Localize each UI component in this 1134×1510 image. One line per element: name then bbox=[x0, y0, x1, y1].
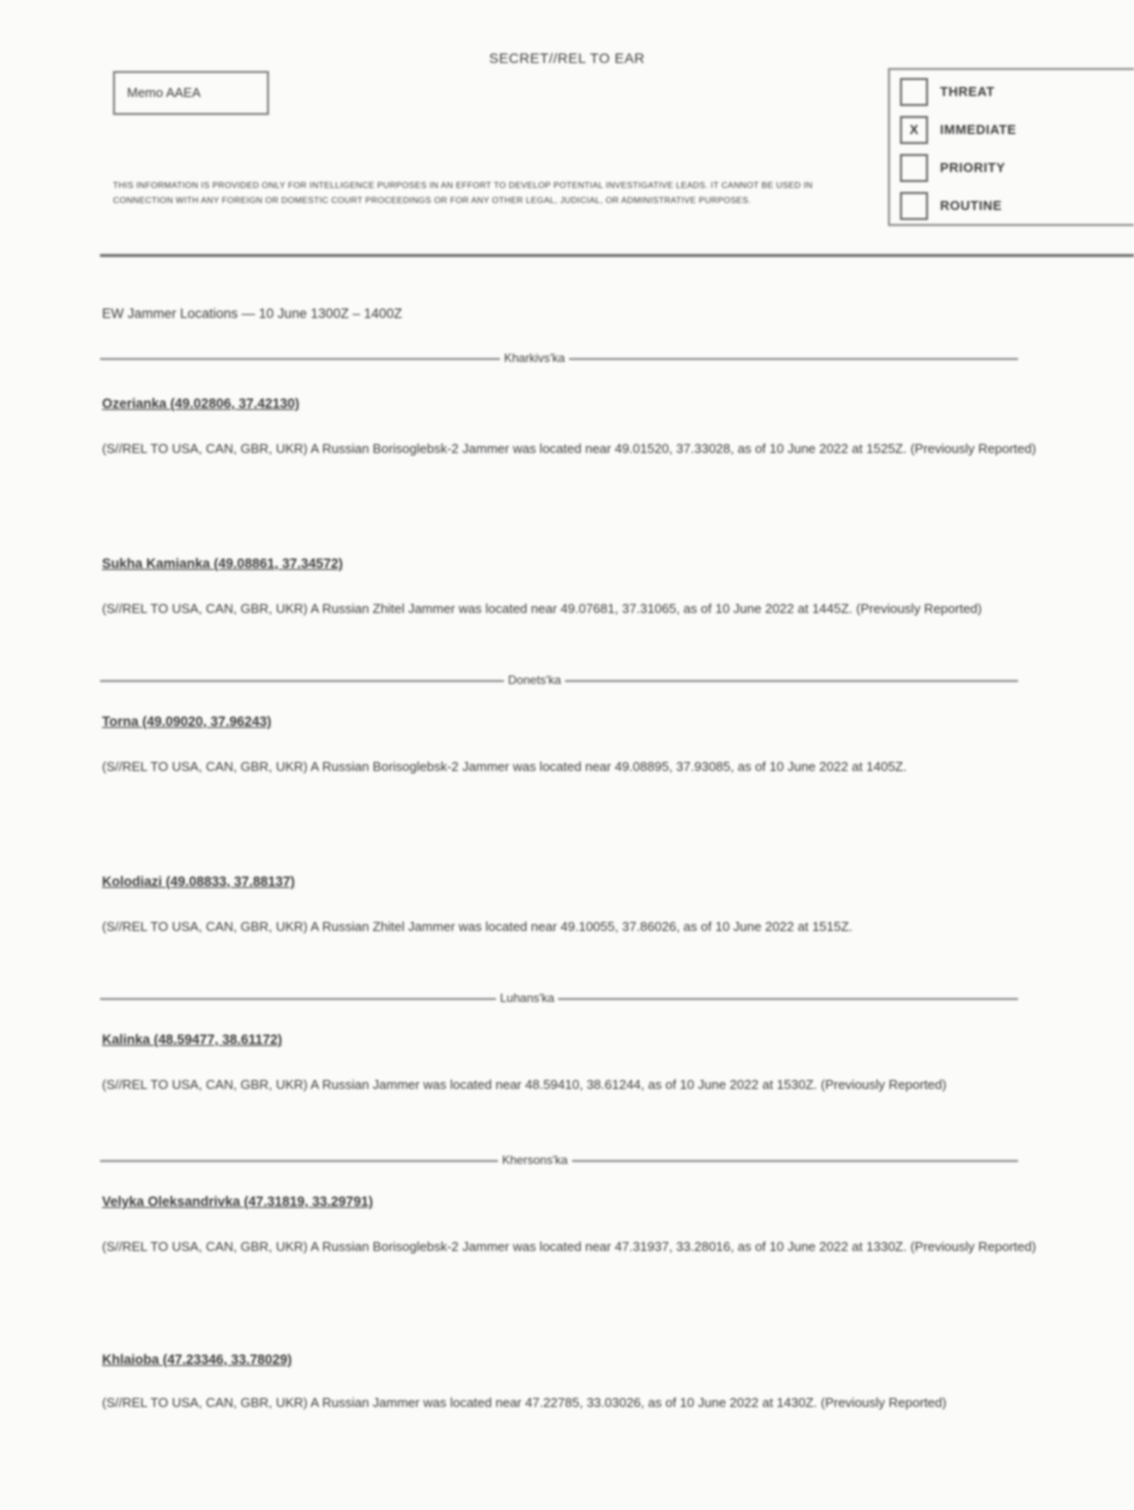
precedence-box bbox=[888, 68, 1134, 226]
precedence-label: PRIORITY bbox=[940, 160, 1006, 175]
location-body: (S//REL TO USA, CAN, GBR, UKR) A Russian Jammer was located near 48.59410, 38.61244, as of 10 June 2022 at 1530Z. (Previously Reported) bbox=[102, 1077, 947, 1092]
location-title: Sukha Kamianka (49.08861, 37.34572) bbox=[102, 556, 343, 571]
memo-id: Memo AAEA bbox=[127, 85, 201, 100]
precedence-checkbox: X bbox=[900, 116, 928, 144]
disclaimer-text: THIS INFORMATION IS PROVIDED ONLY FOR INTELLIGENCE PURPOSES IN AN EFFORT TO DEVELOP POTENTIAL INVESTIGATIVE LEADS. IT CANNOT BE USED IN CONNECTION WITH ANY FOREIGN OR DOMESTIC COURT PROCEEDINGS OR FOR ANY OTHER LEGAL, JUDICIAL, OR ADMINISTRATIVE PURPOSES. bbox=[113, 180, 813, 205]
memo-id-box bbox=[113, 71, 269, 115]
precedence-row-priority bbox=[900, 152, 1134, 186]
precedence-label: THREAT bbox=[940, 84, 995, 99]
location-title: Kolodiazi (49.08833, 37.88137) bbox=[102, 874, 295, 889]
location-title: Torna (49.09020, 37.96243) bbox=[102, 714, 272, 729]
precedence-label: IMMEDIATE bbox=[940, 122, 1017, 137]
precedence-row-threat bbox=[900, 76, 1134, 110]
section-label: Luhans'ka bbox=[496, 990, 558, 1006]
precedence-checkbox bbox=[900, 78, 928, 106]
location-title: Ozerianka (49.02806, 37.42130) bbox=[102, 396, 300, 411]
precedence-checkbox bbox=[900, 192, 928, 220]
location-body: (S//REL TO USA, CAN, GBR, UKR) A Russian Borisoglebsk-2 Jammer was located near 49.08895, 37.93085, as of 10 June 2022 at 1405Z. bbox=[102, 759, 907, 774]
location-title: Kalinka (48.59477, 38.61172) bbox=[102, 1032, 283, 1047]
location-title: Khlaioba (47.23346, 33.78029) bbox=[102, 1352, 292, 1367]
section-divider-donetsk bbox=[100, 672, 1018, 688]
section-label: Khersons'ka bbox=[498, 1152, 572, 1168]
section-divider-kharkiv bbox=[100, 350, 1018, 366]
divider-line bbox=[100, 998, 1018, 1000]
section-divider-luhansk bbox=[100, 990, 1018, 1006]
section-label: Donets'ka bbox=[504, 672, 565, 688]
precedence-row-immediate bbox=[900, 114, 1134, 148]
section-divider-kherson bbox=[100, 1152, 1018, 1168]
location-title: Velyka Oleksandrivka (47.31819, 33.29791) bbox=[102, 1194, 373, 1209]
location-body: (S//REL TO USA, CAN, GBR, UKR) A Russian Borisoglebsk-2 Jammer was located near 47.31937, 33.28016, as of 10 June 2022 at 1330Z. (Previously Reported) bbox=[102, 1239, 1037, 1254]
location-body: (S//REL TO USA, CAN, GBR, UKR) A Russian Zhitel Jammer was located near 49.10055, 37.86026, as of 10 June 2022 at 1515Z. bbox=[102, 919, 853, 934]
precedence-checkbox bbox=[900, 154, 928, 182]
location-body: (S//REL TO USA, CAN, GBR, UKR) A Russian Jammer was located near 47.22785, 33.03026, as of 10 June 2022 at 1430Z. (Previously Reported) bbox=[102, 1395, 947, 1410]
classification-marking: SECRET//REL TO EAR bbox=[489, 50, 645, 66]
report-title: EW Jammer Locations — 10 June 1300Z – 1400Z bbox=[102, 306, 403, 321]
location-body: (S//REL TO USA, CAN, GBR, UKR) A Russian Zhitel Jammer was located near 49.07681, 37.31065, as of 10 June 2022 at 1445Z. (Previously Reported) bbox=[102, 601, 982, 616]
precedence-row-routine bbox=[900, 190, 1134, 224]
location-body: (S//REL TO USA, CAN, GBR, UKR) A Russian Borisoglebsk-2 Jammer was located near 49.01520, 37.33028, as of 10 June 2022 at 1525Z. (Previously Reported) bbox=[102, 441, 1037, 456]
precedence-label: ROUTINE bbox=[940, 198, 1002, 213]
header-divider bbox=[100, 254, 1134, 257]
section-label: Kharkivs'ka bbox=[500, 350, 569, 366]
